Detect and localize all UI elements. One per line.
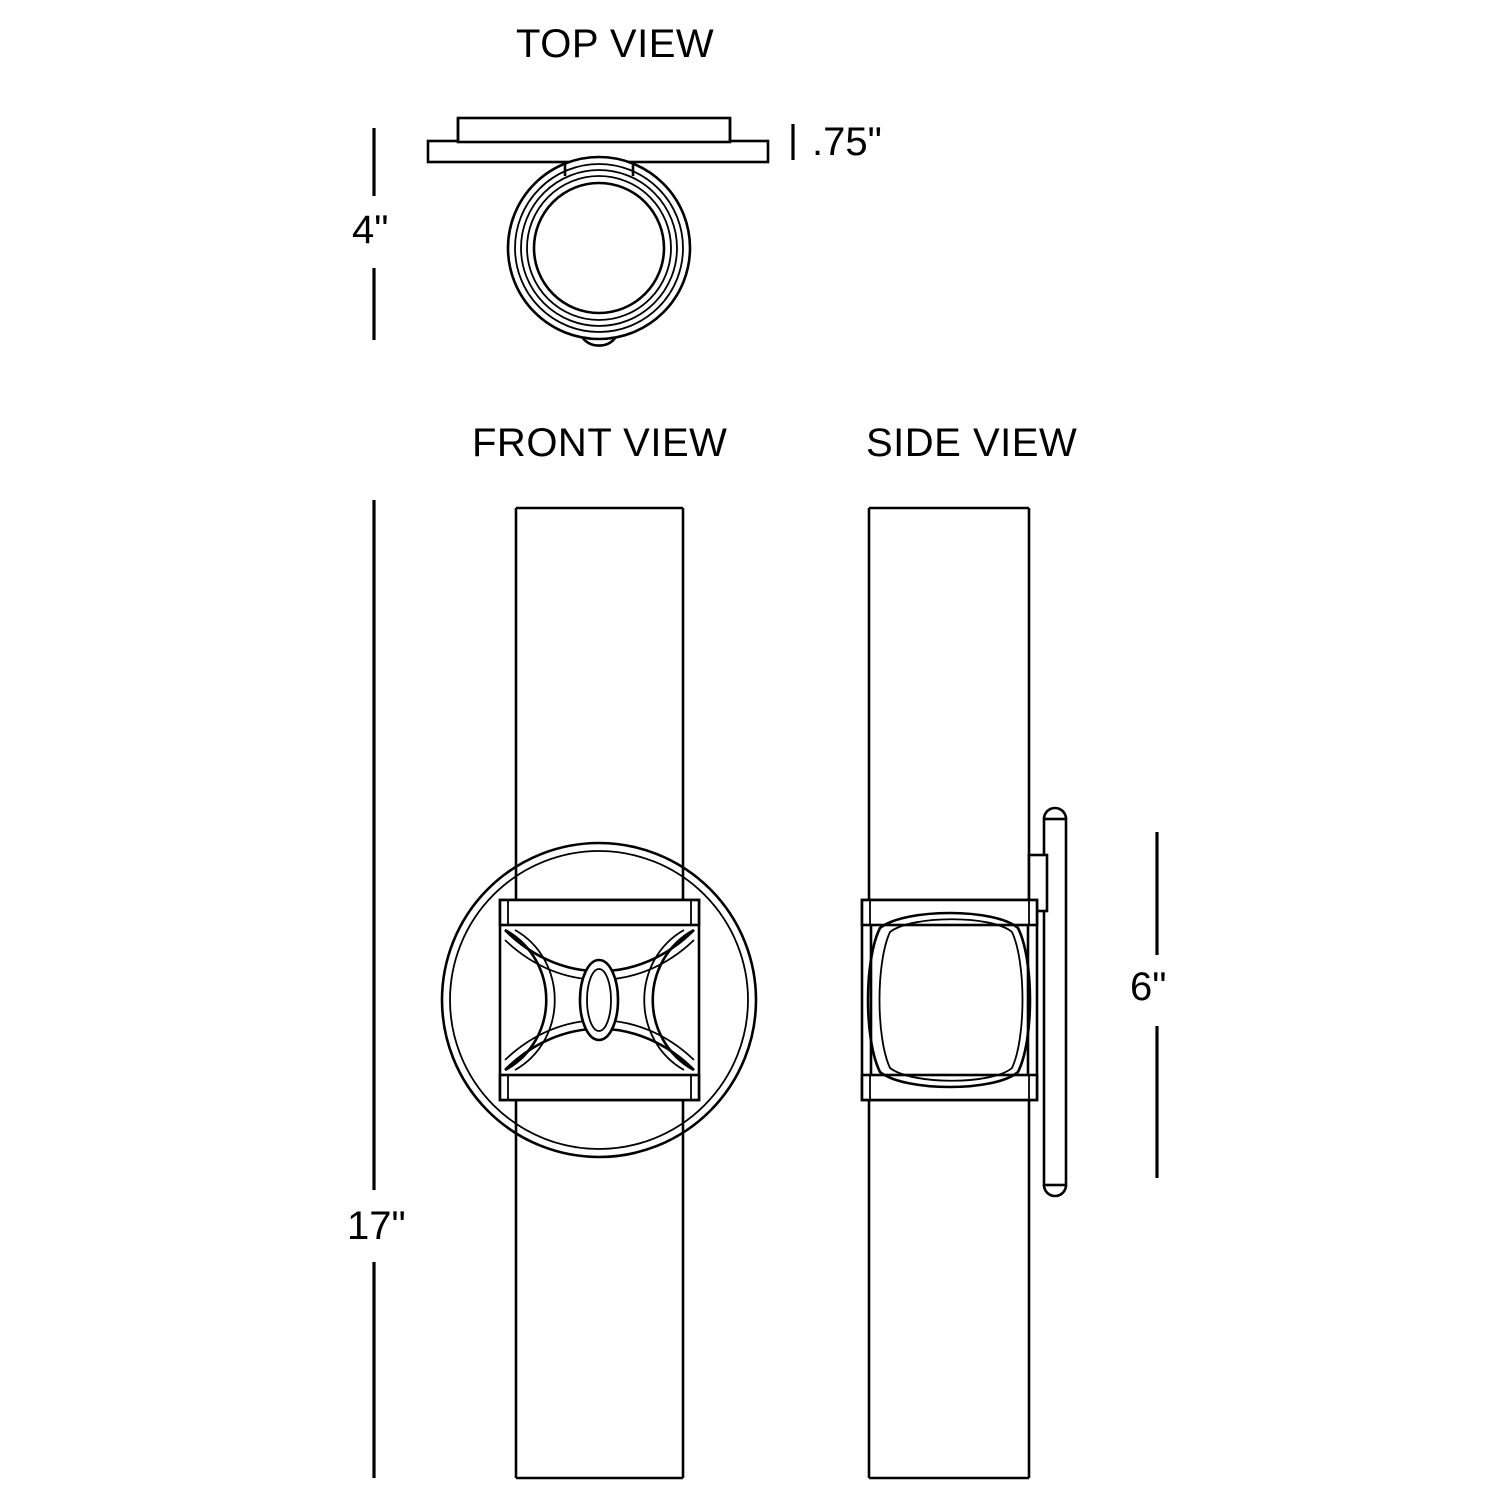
side-view-title: SIDE VIEW	[866, 421, 1078, 465]
dimension-label-height: 17"	[347, 1204, 406, 1248]
dimension-label-depth: 4"	[352, 208, 389, 252]
front-view-title: FRONT VIEW	[472, 421, 728, 465]
front-view-geometry	[442, 508, 756, 1478]
top-view-geometry	[428, 118, 768, 346]
top-view-title: TOP VIEW	[516, 22, 715, 66]
side-view-geometry	[862, 508, 1066, 1478]
dimension-label-plate: .75"	[812, 120, 882, 164]
dimension-label-width: 6"	[1130, 965, 1167, 1009]
